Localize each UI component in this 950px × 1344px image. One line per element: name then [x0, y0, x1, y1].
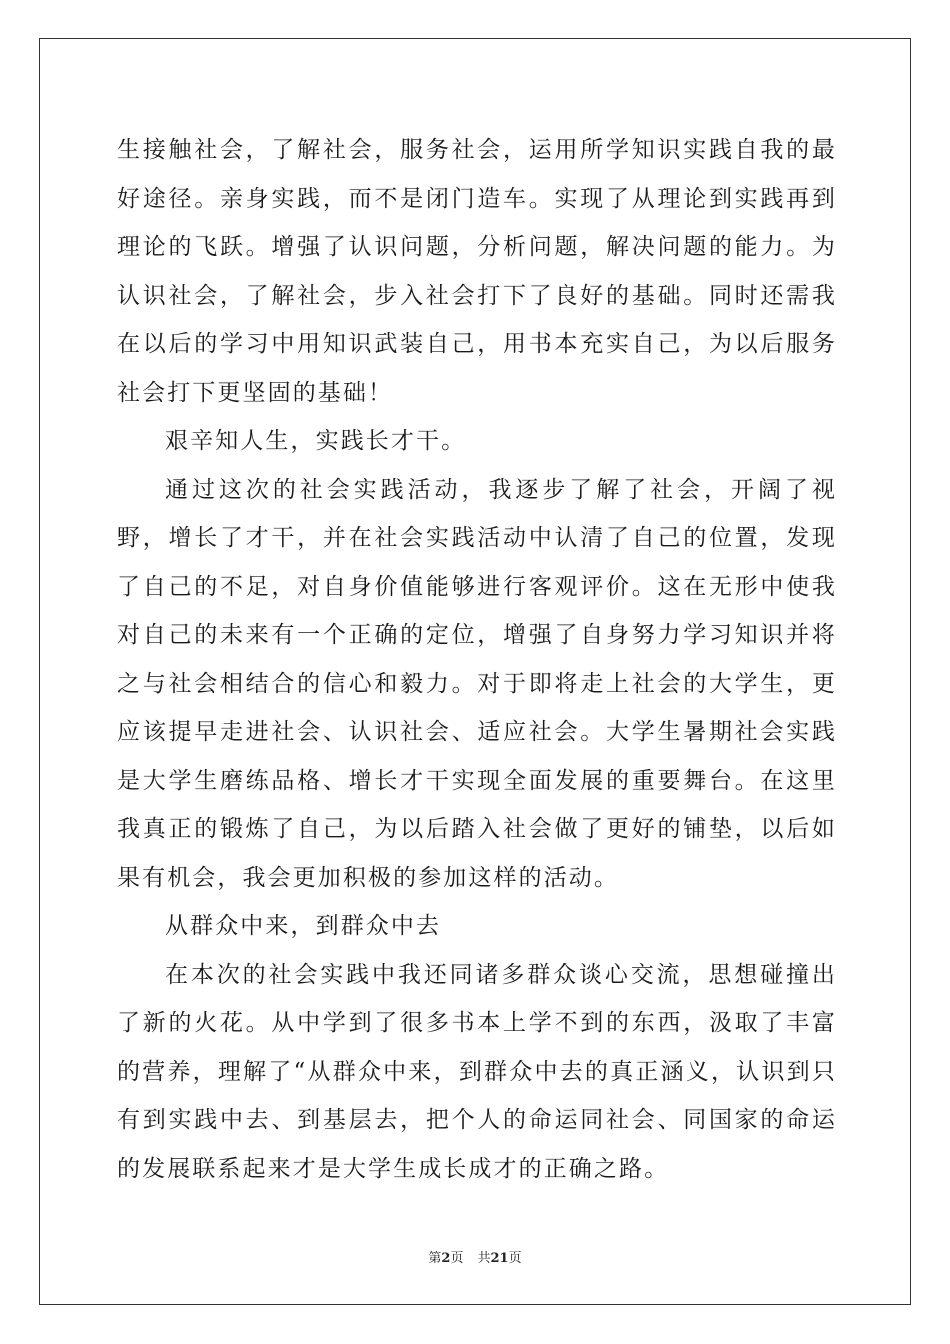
total-suffix: 页 — [508, 1251, 522, 1266]
paragraph-3: 通过这次的社会实践活动，我逐步了解了社会，开阔了视野，增长了才干，并在社会实践活动中认清了自己的位置，发现了自己的不足，对自身价值能够进行客观评价。这在无形中使我对自己的未来有一个正确的定位，增强了自身努力学习知识并将之与社会相结合的信心和毅力。对于即将走上社会的大学生，更应该提早走进社会、认识社会、适应社会。大学生暑期社会实践是大学生磨练品格、增长才干实现全面发展的重要舞台。在这里我真正的锻炼了自己，为以后踏入社会做了更好的铺垫，以后如果有机会，我会更加积极的参加这样的活动。 — [117, 476, 837, 891]
paragraph-4-heading: 从群众中来，到群众中去 — [165, 913, 442, 939]
page-footer — [0, 1247, 950, 1266]
document-body — [117, 126, 837, 1193]
page-prefix: 第 — [428, 1251, 442, 1266]
page-current: 2 — [441, 1251, 451, 1266]
total-prefix: 共 — [477, 1251, 491, 1266]
page-suffix: 页 — [450, 1251, 464, 1266]
page-total: 21 — [490, 1251, 509, 1266]
paragraph-5: 在本次的社会实践中我还同诸多群众谈心交流，思想碰撞出了新的火花。从中学到了很多书本上学不到的东西，汲取了丰富的营养，理解了“从群众中来，到群众中去的真正涵义，认识到只有到实践中去、到基层去，把个人的命运同社会、同国家的命运的发展联系起来才是大学生成长成才的正确之路。 — [117, 961, 837, 1182]
paragraph-2-heading: 艰辛知人生，实践长才干。 — [165, 428, 467, 454]
paragraph-1: 生接触社会，了解社会，服务社会，运用所学知识实践自我的最好途径。亲身实践，而不是闭门造车。实现了从理论到实践再到理论的飞跃。增强了认识问题，分析问题，解决问题的能力。为认识社会，了解社会，步入社会打下了良好的基础。同时还需我在以后的学习中用知识武装自己，用书本充实自己，为以后服务社会打下更坚固的基础！ — [117, 137, 837, 406]
